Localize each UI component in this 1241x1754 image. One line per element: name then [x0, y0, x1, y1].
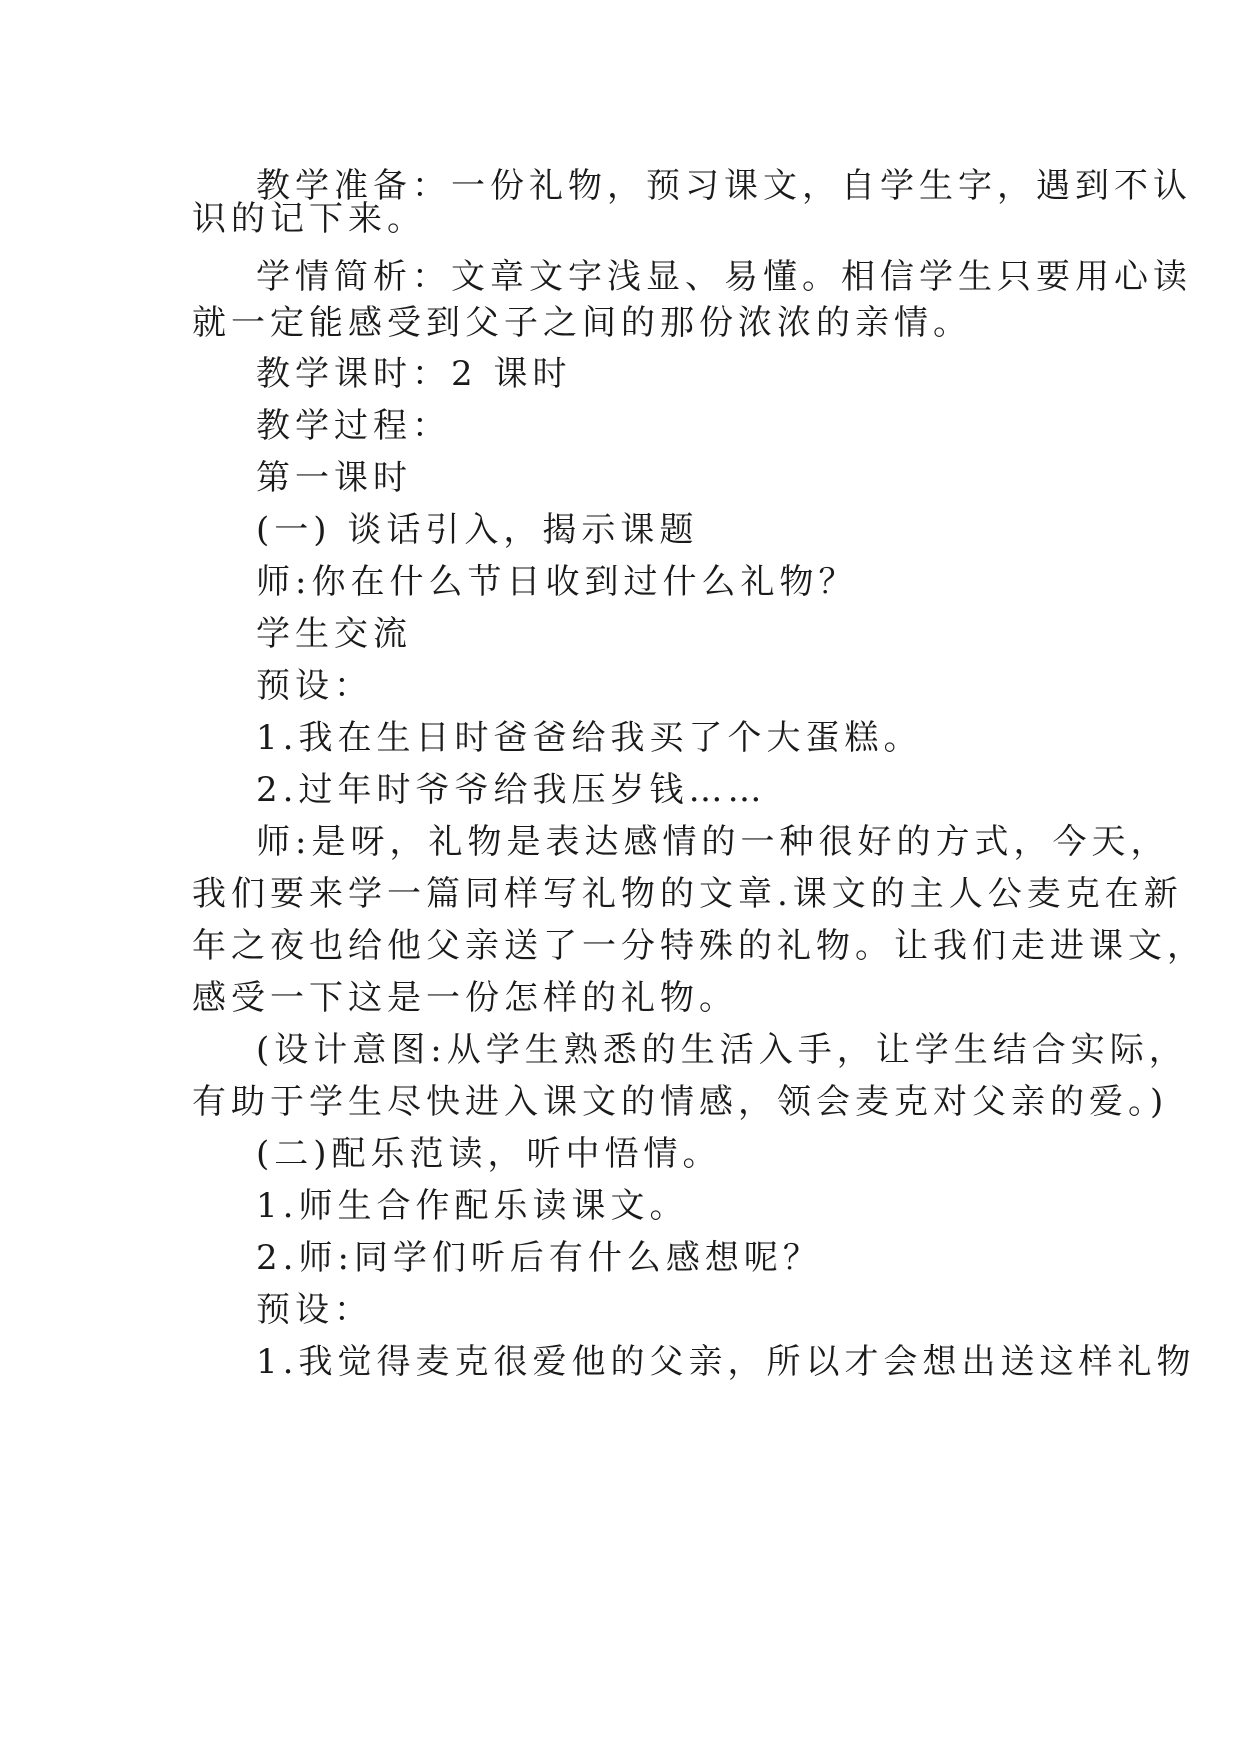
- text-line: 预设：: [256, 1290, 373, 1330]
- text-line: (一) 谈话引入，揭示课题: [256, 510, 699, 550]
- text-line: 教学准备：一份礼物，预习课文，自学生字，遇到不认: [256, 166, 1192, 206]
- text-line: 感受一下这是一份怎样的礼物。: [192, 978, 738, 1018]
- text-line: 就一定能感受到父子之间的那份浓浓的亲情。: [192, 303, 972, 343]
- text-line: 1.师生合作配乐读课文。: [256, 1186, 689, 1226]
- text-line: 我们要来学一篇同样写礼物的文章.课文的主人公麦克在新: [192, 874, 1183, 914]
- text-line: 预设：: [256, 666, 373, 706]
- text-line: 第一课时: [256, 458, 412, 498]
- text-line: 1.我觉得麦克很爱他的父亲，所以才会想出送这样礼物: [256, 1342, 1196, 1382]
- text-line: 1.我在生日时爸爸给我买了个大蛋糕。: [256, 718, 923, 758]
- text-line: 学情简析：文章文字浅显、易懂。相信学生只要用心读: [256, 257, 1192, 297]
- text-line: (二)配乐范读，听中悟情。: [256, 1134, 722, 1174]
- text-line: 2.过年时爷爷给我压岁钱……: [256, 770, 767, 810]
- text-line: 师:是呀，礼物是表达感情的一种很好的方式，今天，: [256, 822, 1170, 862]
- text-line: 教学课时：2 课时: [256, 354, 572, 394]
- text-line: 教学过程：: [256, 406, 451, 446]
- text-line: 有助于学生尽快进入课文的情感，领会麦克对父亲的爱。): [192, 1082, 1169, 1122]
- text-line: 师:你在什么节日收到过什么礼物？: [256, 562, 858, 602]
- text-line: 学生交流: [256, 614, 412, 654]
- text-line: 2.师:同学们听后有什么感想呢？: [256, 1238, 822, 1278]
- text-line: 识的记下来。: [192, 199, 426, 239]
- text-line: 年之夜也给他父亲送了一分特殊的礼物。让我们走进课文，: [192, 926, 1206, 966]
- text-line: (设计意图:从学生熟悉的生活入手，让学生结合实际，: [256, 1030, 1188, 1070]
